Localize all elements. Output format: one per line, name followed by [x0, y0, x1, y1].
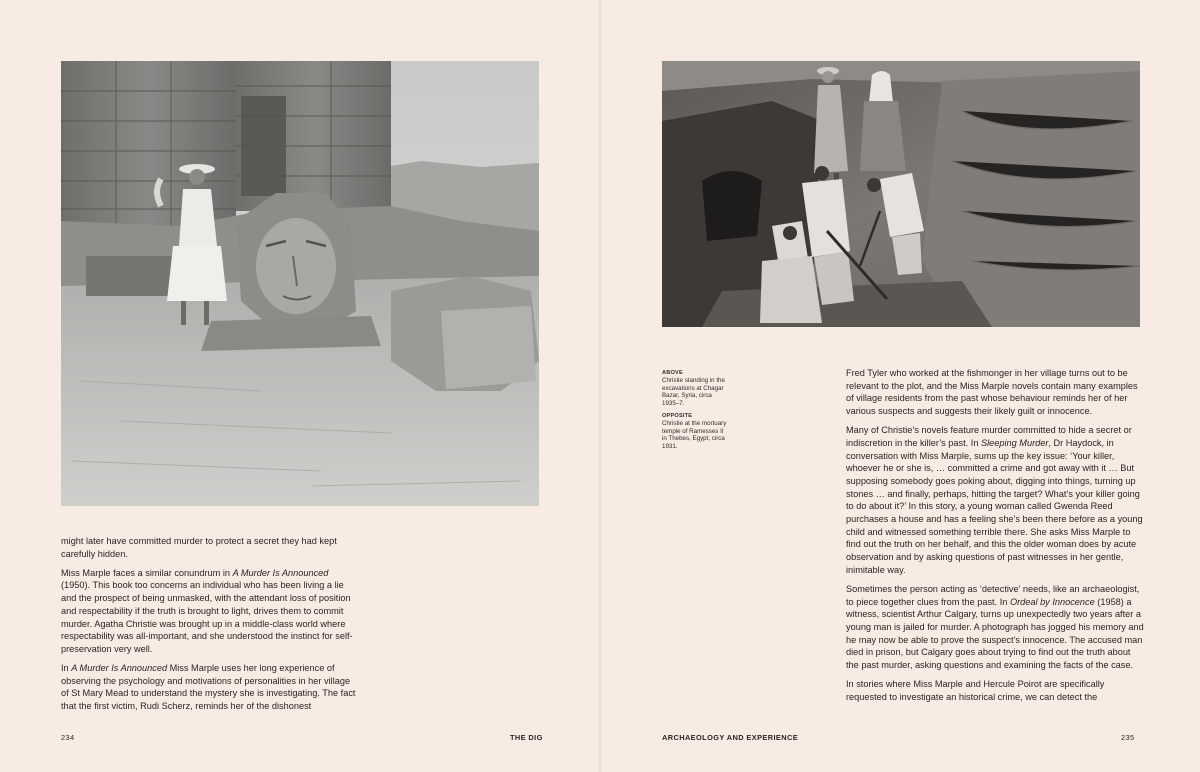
body-paragraph: [61, 567, 357, 656]
book-title-italic: Sleeping Murder: [981, 437, 1049, 448]
body-paragraph: [846, 678, 1144, 703]
photo-captions: [662, 370, 728, 456]
running-title-left: THE DIG: [510, 733, 543, 742]
text-run: Many of Christie’s novels feature murder committed to hide a secret or indiscretion in the killer’s past. In: [846, 425, 1132, 448]
body-paragraph: [846, 367, 1144, 418]
text-run: Sometimes the person acting as ‘detective’ needs, like an archaeologist, to piece together clues from the past. In: [846, 583, 1140, 607]
text-run: In: [61, 662, 72, 673]
text-run: Miss Marple uses her long experience of observing the psychology and motivations of personalities in her village of St Mary Mead to understand the mystery she is investigating. The fact that the first victim, Rudi Scherz, reminds her of the dishonest: [61, 662, 356, 712]
book-title-italic: A Murder Is Announced: [71, 662, 168, 673]
caption-above: [662, 370, 728, 407]
body-paragraph: [846, 583, 1144, 672]
body-paragraph: [61, 535, 357, 560]
excavation-trench-photo: [662, 61, 1140, 327]
left-body-text: [61, 535, 357, 719]
text-run: (1958) a witness, scientist Arthur Calgary, turns up unexpectedly two years after a young man is jailed for murder. A photograph has jogged his memory and he may now be able to prove the suspect’s innocence. The accused man died in prison, but Calgary goes about trying to find out the truth about the past murder, asking questions and examining the facts of the case.: [846, 596, 1144, 671]
body-paragraph: [61, 662, 357, 713]
book-gutter: [599, 0, 601, 772]
body-paragraph: [846, 424, 1144, 576]
page-number-right: 235: [1121, 733, 1135, 742]
text-run: (1950). This book too concerns an individual who has been living a lie and the prospect of being unmasked, with the attendant loss of position and respectability if the truth is brought to light, drives them to commit murder. Agatha Christie was brought up in a middle-class world where respectability was all-important, and she understood the instinct for self-preservation very well.: [61, 580, 353, 654]
text-run: Fred Tyler who worked at the fishmonger in her village turns out to be relevant to the plot, and the Miss Marple novels contain many examples of village residents from the past whose behaviour reminds her of her various suspects and suggests their likely guilt or innocence.: [846, 368, 1138, 417]
book-title-italic: A Murder Is Announced: [232, 567, 329, 578]
caption-text: Christie standing in the excavations at Chagar Bazar, Syria, circa 1935–7.: [662, 377, 725, 407]
text-run: In stories where Miss Marple and Hercule Poirot are specifically requested to investigate an historical crime, we can detect the: [846, 679, 1105, 702]
book-title-italic: Ordeal by Innocence: [1009, 596, 1095, 607]
caption-heading: ABOVE: [662, 370, 683, 376]
caption-text: Christie at the mortuary temple of Ramesses II in Thebes, Egypt, circa 1931.: [662, 420, 727, 450]
temple-ruins-photo: [61, 61, 539, 506]
text-run: Miss Marple faces a similar conundrum in: [61, 567, 233, 578]
running-title-right: ARCHAEOLOGY AND EXPERIENCE: [662, 733, 799, 742]
right-body-text: [846, 367, 1144, 710]
text-run: might later have committed murder to protect a secret they had kept carefully hidden.: [61, 536, 337, 559]
caption-opposite: [662, 413, 728, 450]
text-run: , Dr Haydock, in conversation with Miss Marple, sums up the key issue: ‘Your killer, whoever he or she is, … committed a crime and got away with it … But supposing somebody goes poking about, digging into things, turning up stones … and finally, perhaps, hitting the target? What’s your killer going to do about it?’ In this story, a young woman called Gwenda Reed purchases a house and has a feeling she’s been there before as a young child and witnessed something terrible there. She asks Miss Marple to find out the truth on her behalf, and this the older woman does by acute observation and by asking questions of past witnesses in her gentle, inimitable way.: [846, 437, 1143, 575]
caption-heading: OPPOSITE: [662, 413, 693, 420]
page-number-left: 234: [61, 733, 75, 742]
